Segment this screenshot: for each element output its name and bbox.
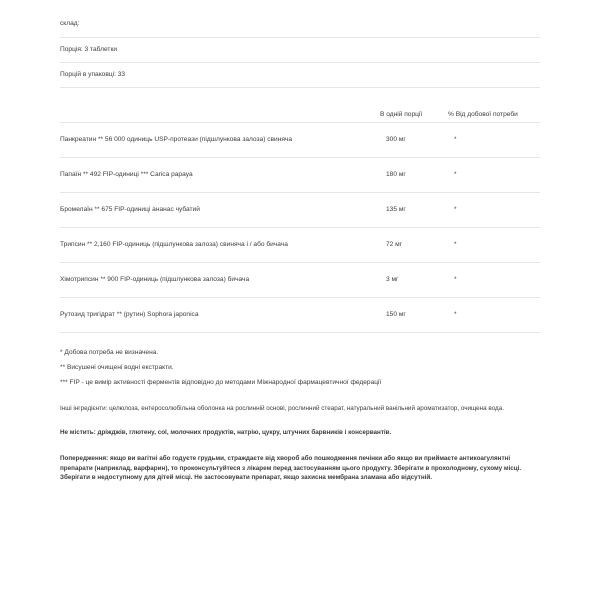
footnotes: [60, 333, 540, 390]
table-row: [60, 158, 540, 192]
table-header-row: [60, 88, 540, 122]
spacer: [60, 27, 540, 37]
ingredient-amount: 300 мг: [386, 135, 406, 143]
ingredient-amount: 150 мг: [386, 310, 406, 318]
servings-per-container-text: Порцій в упаковці: 33: [60, 70, 126, 78]
ingredient-daily-value: *: [454, 205, 457, 213]
ingredient-amount: 72 мг: [386, 240, 403, 248]
ingredient-daily-value: *: [454, 240, 457, 248]
table-header-daily-value: % Від добової потреби: [448, 111, 518, 118]
composition-label: склад:: [60, 20, 80, 27]
ingredient-daily-value: *: [454, 135, 457, 143]
free-from-text: Не містить: дріжджів, глютену, сої, молочних продуктів, натрію, цукру, штучних барвників і консервантів.: [60, 429, 392, 437]
table-header-amount: В одній порції: [380, 111, 423, 118]
ingredient-daily-value: *: [454, 310, 457, 318]
footnote-daily-value: * Добова потреба не визначена.: [60, 349, 159, 356]
ingredient-name: Папаїн ** 492 FIP-одиниці *** Carica papaya: [60, 170, 193, 178]
table-row: [60, 263, 540, 297]
footnote-extracts: ** Висушені очищені водні екстракти.: [60, 364, 174, 372]
ingredient-daily-value: *: [454, 275, 457, 283]
ingredient-amount: 135 мг: [386, 205, 406, 213]
ingredient-name: Бромелаїн ** 675 FIP-одиниці ананас чубатий: [60, 205, 200, 213]
serving-size-text: Порція: 3 таблетки: [60, 45, 118, 53]
table-row: [60, 228, 540, 262]
footnote-fip: *** FIP - це вимір активності ферментів відповідно до методами Міжнародної фармацевтичної федерації: [60, 379, 382, 387]
ingredient-daily-value: *: [454, 170, 457, 178]
ingredient-name: Рутозид тригідрат ** (рутин) Sophora japonica: [60, 310, 199, 318]
ingredient-amount: 3 мг: [386, 275, 399, 283]
table-row: [60, 193, 540, 227]
ingredient-name: Трипсин ** 2,160 FIP-одиниць (підшлункова залоза) свиняча і / або бичача: [60, 240, 288, 248]
other-ingredients-text: Інші інгредієнти: целюлоза, ентеросолюбільна оболонка на рослинній основі, рослинний стеарат, натуральний ванільний ароматизатор, очищена вода.: [60, 405, 504, 413]
warning-text: Попередження: якщо ви вагітні або годуєте грудьми, страждаєте від хвороб або пошкодження печінки або якщо ви приймаєте антикоагулянтні препарати (наприклад, варфарин), то проконсультуйтеся з лікарем перед застосуванням цього продукту. Зберігати в прохолодному, сухому місці. Зберігати в недоступному для дітей місці. Не застосовувати препарат, якщо захисна мембрана зламана або відсутній.: [60, 454, 522, 482]
ingredient-amount: 180 мг: [386, 170, 406, 178]
ingredient-name: Хімотрипсин ** 900 FIP-одиниць (підшлункова залоза) бичача: [60, 275, 250, 283]
ingredient-name: Панкреатин ** 56 000 одиниць USP-протеази (підшлункова залоза) свиняча: [60, 135, 293, 143]
serving-size-row: [60, 38, 540, 62]
servings-per-container-row: [60, 63, 540, 87]
table-row: [60, 298, 540, 332]
table-row: [60, 123, 540, 157]
